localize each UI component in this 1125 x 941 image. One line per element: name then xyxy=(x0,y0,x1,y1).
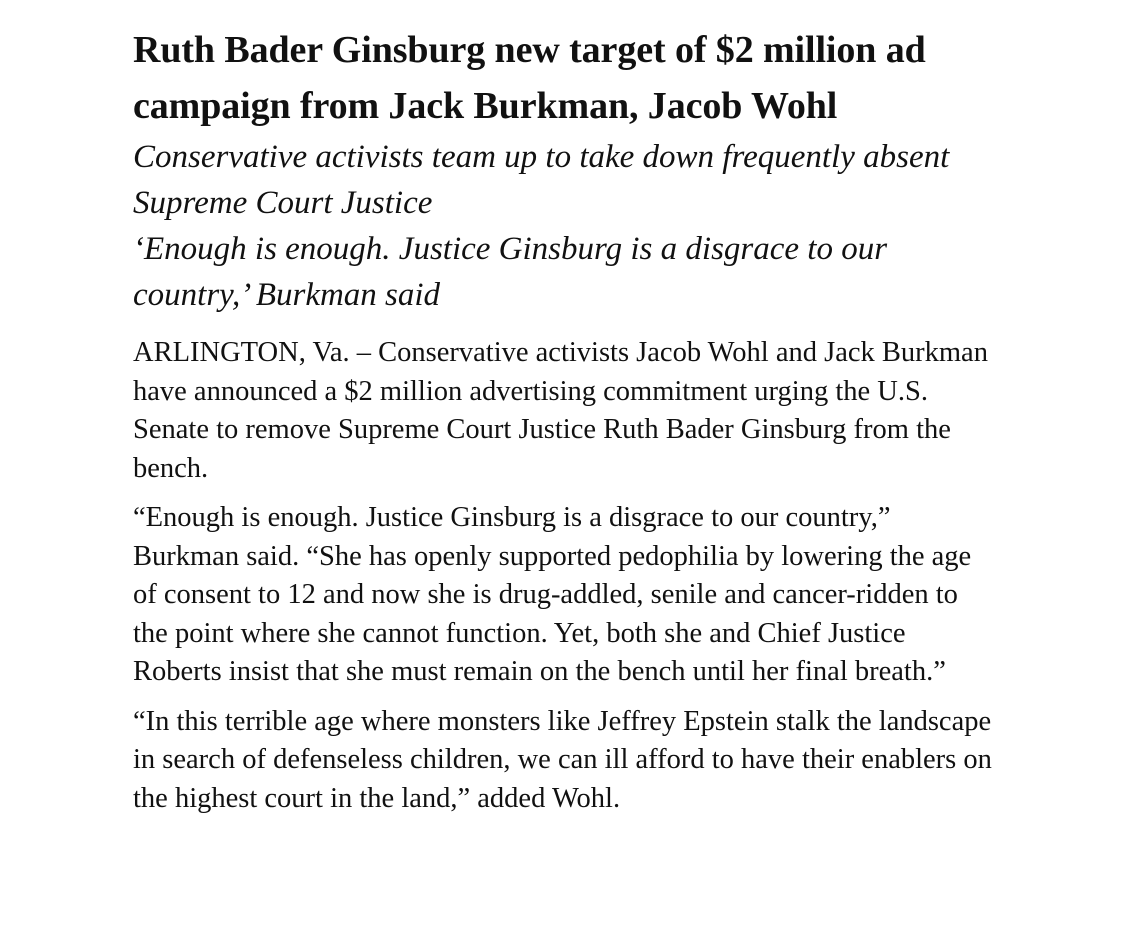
article-paragraph: “In this terrible age where monsters like Jeffrey Epstein stalk the landscape in search of defenseless children, we can ill afford to have their enablers on the highest court in the land,” added Wohl. xyxy=(133,705,992,814)
article-subheads xyxy=(133,134,1003,318)
article-subhead: ‘Enough is enough. Justice Ginsburg is a disgrace to our country,’ Burkman said xyxy=(133,231,888,313)
article-headline: Ruth Bader Ginsburg new target of $2 million ad campaign from Jack Burkman, Jacob Wohl xyxy=(133,29,926,127)
article-body xyxy=(133,334,1003,818)
article-subhead: Conservative activists team up to take down frequently absent Supreme Court Justice xyxy=(133,139,950,221)
article-paragraph: “Enough is enough. Justice Ginsburg is a disgrace to our country,” Burkman said. “She has openly supported pedophilia by lowering the age of consent to 12 and now she is drug-addled, senile and cancer-ridden to the point where she cannot function. Yet, both she and Chief Justice Roberts insist that she must remain on the bench until her final breath.” xyxy=(133,502,972,687)
article-paragraph: ARLINGTON, Va. – Conservative activists Jacob Wohl and Jack Burkman have announced a $2 million advertising commitment urging the U.S. Senate to remove Supreme Court Justice Ruth Bader Ginsburg from the bench. xyxy=(133,337,988,484)
article xyxy=(133,22,1003,829)
